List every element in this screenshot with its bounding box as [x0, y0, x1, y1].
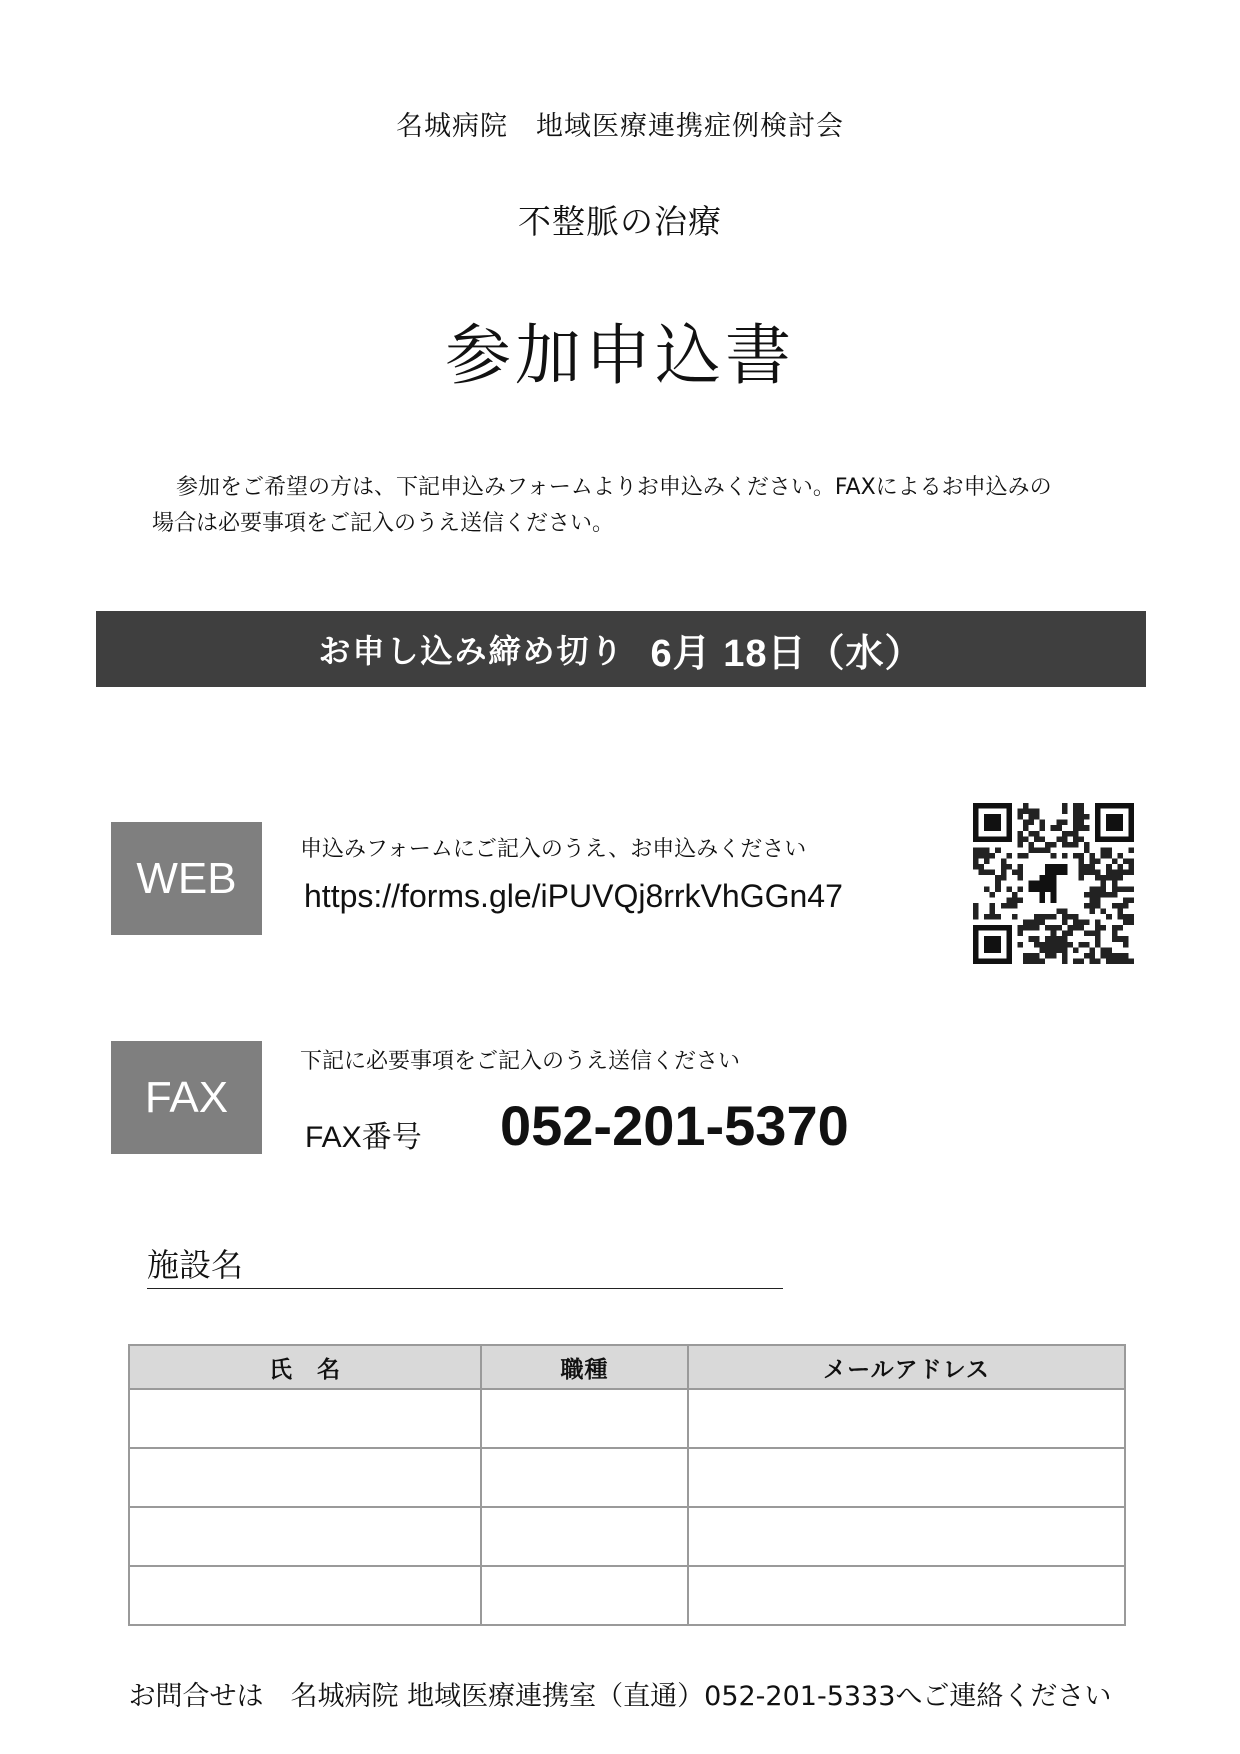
occupation-cell[interactable]	[481, 1507, 688, 1566]
occupation-cell[interactable]	[481, 1389, 688, 1448]
name-cell[interactable]	[129, 1389, 481, 1448]
intro-line-1: 参加をご希望の方は、下記申込みフォームよりお申込みください。FAXによるお申込みの	[176, 475, 1052, 500]
occupation-cell[interactable]	[481, 1448, 688, 1507]
occupation-cell[interactable]	[481, 1566, 688, 1625]
table-row	[129, 1566, 1125, 1625]
table-row	[129, 1448, 1125, 1507]
fax-badge: FAX	[111, 1041, 262, 1154]
organization-title: 名城病院 地域医療連携症例検討会	[396, 111, 844, 142]
table-header-row	[129, 1345, 1125, 1389]
facility-label: 施設名	[147, 1246, 244, 1284]
topic-title: 不整脈の治療	[518, 202, 722, 241]
table-row	[129, 1507, 1125, 1566]
attendee-table	[128, 1344, 1126, 1626]
column-name: 氏 名	[129, 1345, 481, 1389]
qr-code-icon[interactable]	[973, 803, 1134, 964]
dino-icon	[1029, 864, 1068, 903]
web-badge: WEB	[111, 822, 262, 935]
name-cell[interactable]	[129, 1566, 481, 1625]
name-cell[interactable]	[129, 1448, 481, 1507]
web-instruction: 申込みフォームにご記入のうえ、お申込みください	[300, 837, 807, 862]
email-cell[interactable]	[688, 1566, 1125, 1625]
email-cell[interactable]	[688, 1448, 1125, 1507]
email-cell[interactable]	[688, 1389, 1125, 1448]
facility-input-line[interactable]	[147, 1288, 783, 1289]
fax-number-label: FAX番号	[305, 1121, 422, 1154]
table-row	[129, 1389, 1125, 1448]
deadline-label: お申し込み締め切り	[318, 633, 625, 669]
fax-instruction: 下記に必要事項をご記入のうえ送信ください	[300, 1049, 741, 1074]
web-form-link[interactable]: https://forms.gle/iPUVQj8rrkVhGGn47	[304, 878, 843, 914]
contact-info: お問合せは 名城病院 地域医療連携室（直通）052-201-5333へご連絡ください	[128, 1681, 1112, 1712]
column-occupation: 職種	[481, 1345, 688, 1389]
page-title: 参加申込書	[445, 317, 795, 394]
deadline-banner	[96, 611, 1146, 687]
intro-line-2: 場合は必要事項をご記入のうえ送信ください。	[152, 511, 615, 536]
fax-number: 052-201-5370	[500, 1094, 849, 1157]
deadline-date: 6月 18日（水）	[650, 632, 924, 675]
email-cell[interactable]	[688, 1507, 1125, 1566]
intro-text	[152, 470, 1112, 542]
name-cell[interactable]	[129, 1507, 481, 1566]
column-email: メールアドレス	[688, 1345, 1125, 1389]
